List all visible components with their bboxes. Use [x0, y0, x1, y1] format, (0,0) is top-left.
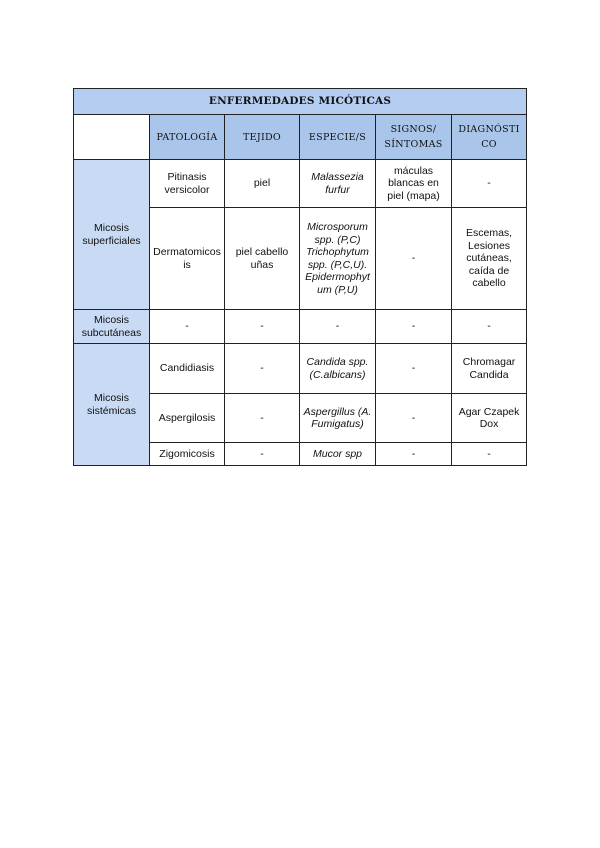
cell-patologia: Aspergilosis [150, 394, 225, 443]
header-diagnostico: DIAGNÓSTICO [452, 115, 527, 160]
cell-diagnostico: - [452, 160, 527, 208]
cell-diagnostico: - [452, 310, 527, 344]
group-subcutaneas: Micosis subcutáneas [74, 310, 150, 344]
cell-diagnostico: - [452, 443, 527, 466]
header-tejido: TEJIDO [225, 115, 300, 160]
cell-tejido: piel cabello uñas [225, 208, 300, 310]
cell-patologia: Candidiasis [150, 344, 225, 394]
header-especie: ESPECIE/S [300, 115, 376, 160]
cell-signos: máculas blancas en piel (mapa) [376, 160, 452, 208]
table-header-row [74, 115, 527, 160]
cell-diagnostico: Escemas, Lesiones cutáneas, caída de cabello [452, 208, 527, 310]
cell-especie: Aspergillus (A. Fumigatus) [300, 394, 376, 443]
cell-tejido: - [225, 344, 300, 394]
header-empty-cell [74, 115, 150, 160]
table-title: ENFERMEDADES MICÓTICAS [74, 89, 527, 115]
cell-diagnostico: Chromagar Candida [452, 344, 527, 394]
cell-especie: - [300, 310, 376, 344]
cell-especie: Microsporum spp. (P,C) Trichophytum spp. (P,C,U). Epidermophytum (P,U) [300, 208, 376, 310]
table-title-row [74, 89, 527, 115]
cell-tejido: - [225, 443, 300, 466]
cell-diagnostico: Agar Czapek Dox [452, 394, 527, 443]
cell-tejido: piel [225, 160, 300, 208]
cell-signos: - [376, 310, 452, 344]
table-row [74, 310, 527, 344]
cell-patologia: Dermatomicosis [150, 208, 225, 310]
header-patologia: PATOLOGÍA [150, 115, 225, 160]
cell-tejido: - [225, 310, 300, 344]
table-row [74, 344, 527, 394]
cell-especie: Malassezia furfur [300, 160, 376, 208]
cell-patologia: Pitinasis versicolor [150, 160, 225, 208]
cell-patologia: - [150, 310, 225, 344]
group-superficiales: Micosis superficiales [74, 160, 150, 310]
cell-signos: - [376, 394, 452, 443]
cell-signos: - [376, 443, 452, 466]
cell-signos: - [376, 208, 452, 310]
mycoses-table [73, 88, 527, 466]
table-row [74, 160, 527, 208]
header-signos: SIGNOS/ SÍNTOMAS [376, 115, 452, 160]
cell-especie: Candida spp. (C.albicans) [300, 344, 376, 394]
cell-patologia: Zigomicosis [150, 443, 225, 466]
group-sistemicas: Micosis sistémicas [74, 344, 150, 466]
cell-signos: - [376, 344, 452, 394]
cell-tejido: - [225, 394, 300, 443]
cell-especie: Mucor spp [300, 443, 376, 466]
